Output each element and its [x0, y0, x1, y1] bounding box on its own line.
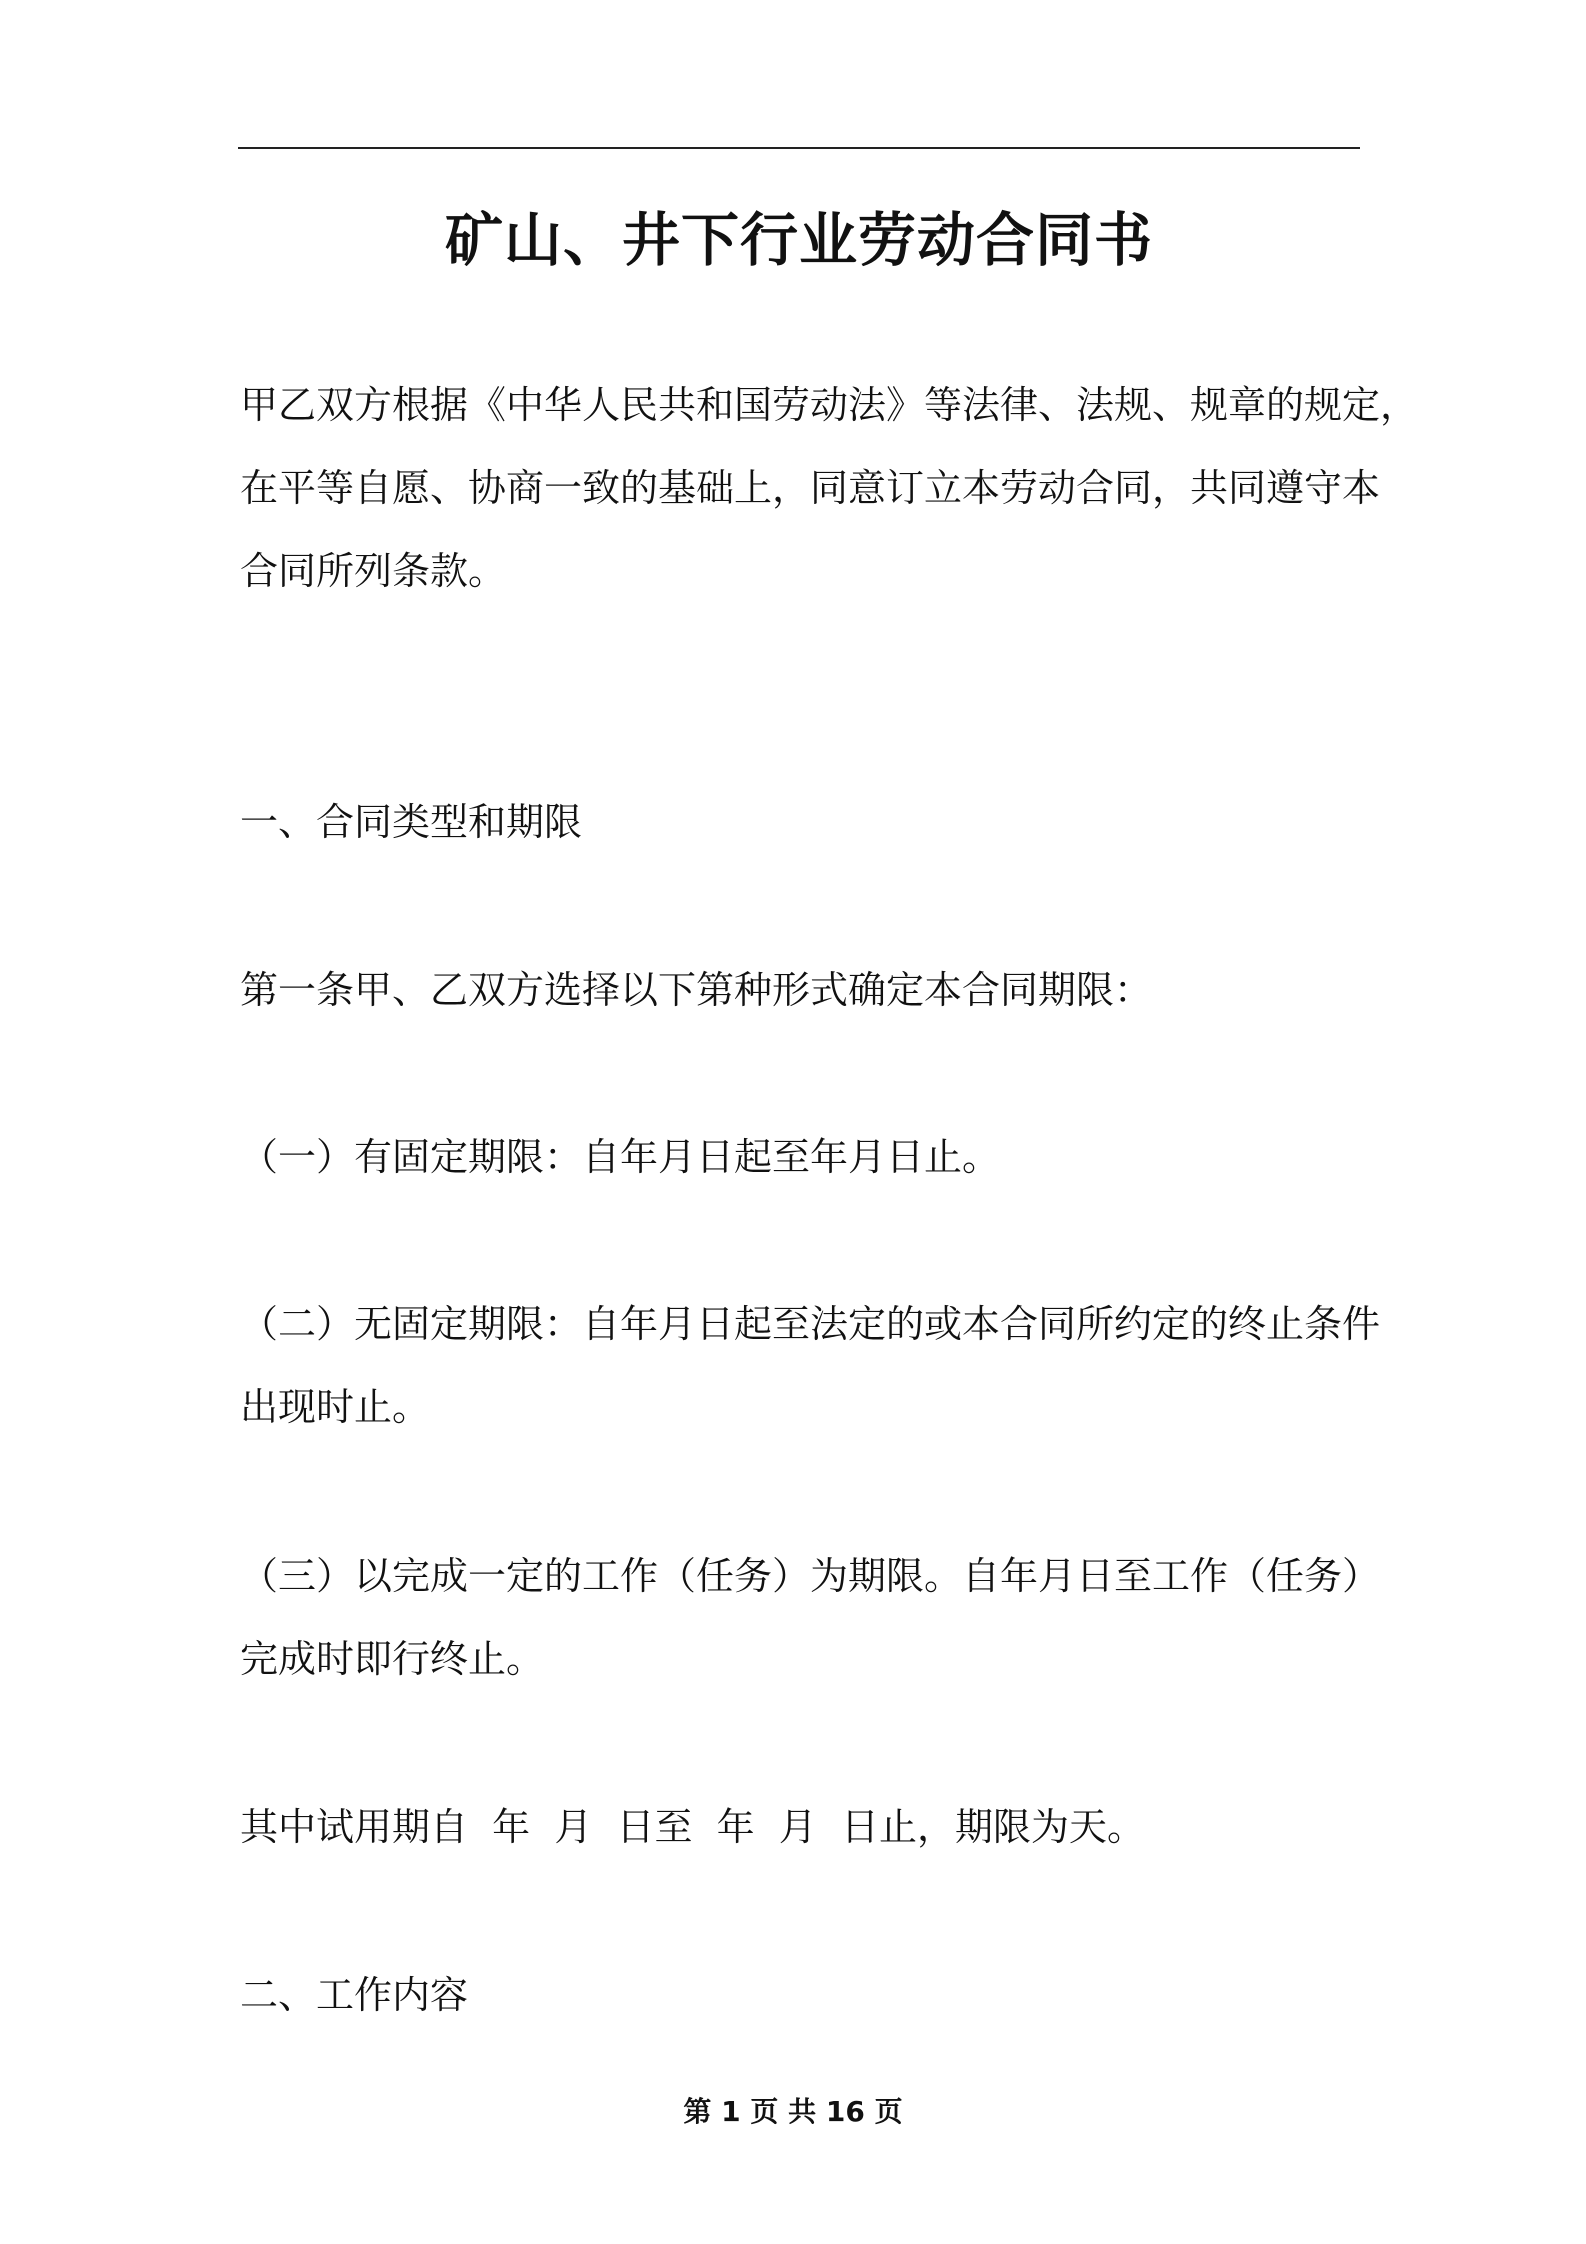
footer-page-number: 1 [721, 2095, 741, 2128]
article-1: 第一条甲、乙双方选择以下第种形式确定本合同期限： [240, 968, 1153, 1012]
footer-prefix: 第 [683, 2095, 712, 2128]
intro-line: 合同所列条款。 [240, 549, 507, 593]
intro-paragraph [240, 364, 1419, 613]
option-open-term-line: 出现时止。 [240, 1385, 431, 1429]
page-footer [0, 2092, 1586, 2132]
footer-suffix: 页 [874, 2095, 903, 2128]
section-heading-contract-type: 一、合同类型和期限 [240, 800, 583, 844]
option-task-term [240, 1535, 1380, 1701]
document-title: 矿山、井下行业劳动合同书 [444, 206, 1153, 274]
option-task-term-line: 完成时即行终止。 [240, 1637, 545, 1681]
footer-total-pages: 16 [825, 2095, 865, 2128]
option-open-term [240, 1283, 1380, 1449]
header-rule [238, 147, 1360, 149]
intro-line: 甲乙双方根据《中华人民共和国劳动法》等法律、法规、规章的规定， [240, 383, 1419, 427]
option-fixed-term: （一）有固定期限：自年月日起至年月日止。 [240, 1135, 1001, 1179]
footer-middle: 页 共 [750, 2095, 817, 2128]
option-task-term-line: （三）以完成一定的工作（任务）为期限。自年月日至工作（任务） [240, 1554, 1381, 1598]
probation-period: 其中试用期自 年 月 日至 年 月 日止，期限为天。 [240, 1805, 1145, 1849]
section-heading-work-content: 二、工作内容 [240, 1973, 469, 2017]
intro-line: 在平等自愿、协商一致的基础上，同意订立本劳动合同，共同遵守本 [240, 466, 1381, 510]
option-open-term-line: （二）无固定期限：自年月日起至法定的或本合同所约定的终止条件 [240, 1302, 1381, 1346]
